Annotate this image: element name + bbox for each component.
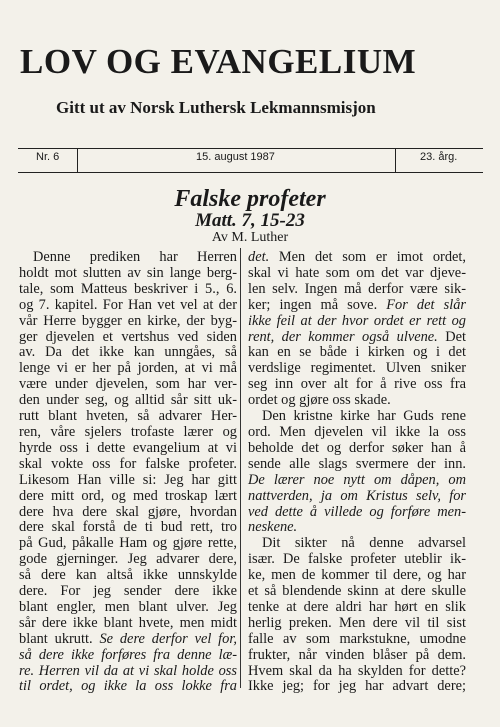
text-line: tale, som Matteus beskriver i 5., 6.	[19, 280, 237, 297]
text-line: være under djevelen, som har ver-	[19, 376, 237, 393]
text-line: verdslige regimentet. Ulven sniker	[248, 360, 466, 377]
article-reference: Matt. 7, 15-23	[195, 210, 305, 231]
text-line: ker; ingen må sove. For det slår	[248, 296, 466, 313]
text-line: len selv. Ingen må derfor være sik-	[248, 280, 466, 297]
text-line: falle av som markstukne, umodne	[248, 630, 466, 647]
text-line: De lærer noe nytt om dåpen, om	[248, 471, 466, 488]
article-title: Falske profeter	[174, 186, 326, 212]
issue-divider-left	[77, 148, 78, 172]
text-line: holdt mot slutten av sin lange berg-	[19, 264, 237, 281]
text-line: sår dere ikke blant hvete, men midt	[19, 614, 237, 631]
text-line: rent, der kommer også ulvene. Det	[248, 328, 466, 345]
text-line: Hvem skal da ha skylden for dette?	[248, 662, 466, 679]
text-line: vår Herre bygger en kirke, der byg-	[19, 312, 237, 329]
right-column	[248, 250, 466, 695]
text-line: på Gud, påkalle Ham og gjøre rette,	[19, 535, 237, 552]
text-line: Den kristne kirke har Guds rene	[262, 408, 466, 425]
text-line: Likesom Han ville si: Jeg har gitt	[19, 471, 237, 488]
text-line: til ordet, og ikke la oss lokke fra	[19, 678, 237, 695]
issue-volume: 23. årg.	[420, 151, 458, 163]
text-line: seg inn over alt for å rive oss fra	[248, 376, 466, 393]
text-line: nattverden, ja om Kristus selv, for	[248, 487, 466, 504]
text-line: ikke feil at der hvor ordet er rett og	[248, 312, 466, 329]
left-column	[19, 250, 237, 695]
issue-rule-top	[18, 148, 483, 149]
text-line: tenke at dere aldri har hørt en slik	[248, 598, 466, 615]
text-line: blant engler, men blant ulver. Jeg	[19, 598, 237, 615]
text-line: skal vi hate som om det var djeve-	[248, 264, 466, 281]
text-line: av. Da det ikke kan unngåes, så	[19, 344, 237, 361]
text-line: dere. For jeg sender dere ikke	[19, 583, 237, 600]
issue-rule-bottom	[18, 172, 483, 173]
text-line: hyrde oss i dette evangelium at vi	[19, 439, 237, 456]
text-line: skal vokte oss for falske profeter.	[19, 455, 237, 472]
text-line: ved dette å villede og forføre men-	[248, 503, 466, 520]
article-author: Av M. Luther	[211, 230, 289, 245]
text-line: så dere kan altså ikke unnskylde	[19, 567, 237, 584]
text-line: herlig preken. Men dere vil til sist	[248, 614, 466, 631]
text-line: ordet og gjøre oss skade.	[248, 392, 391, 409]
text-line: sende alle slags svermere der inn.	[248, 455, 466, 472]
text-line: Ikke jeg; for jeg har advart dere;	[248, 678, 466, 695]
text-line: lenge vi er her på jorden, at vi må	[19, 360, 237, 377]
masthead-subtitle: Gitt ut av Norsk Luthersk Lekmannsmisjon	[56, 98, 376, 117]
text-line: beholde det og derfor søker han å	[248, 439, 466, 456]
text-line: frukter, når vinden blåser på dem.	[248, 646, 466, 663]
text-line: Dit sikter nå denne advarsel	[262, 535, 466, 552]
text-line: neskene.	[248, 519, 298, 536]
text-line: især. De falske profeter uteblir ik-	[248, 551, 466, 568]
column-divider	[240, 248, 241, 688]
text-line: blant ukrutt. Se dere derfor vel for,	[19, 630, 237, 647]
text-line: ren, våre sjelers trofaste lærer og	[19, 423, 237, 440]
text-line: dere mitt ord, og med troskap lært	[19, 487, 237, 504]
text-line: ger djevelen et vertshus ved siden	[19, 328, 237, 345]
text-line: ke, men de kommer til dere, og har	[248, 567, 466, 584]
issue-number: Nr. 6	[36, 151, 60, 163]
text-line: kan en se både i kirken og i det	[248, 344, 466, 361]
text-line: re. Herren vil da at vi skal holde oss	[19, 662, 237, 679]
text-line: gode gjerninger. Jeg advarer dere,	[19, 551, 237, 568]
text-line: dere skal forstå de ti bud rett, tro	[19, 519, 237, 536]
issue-date: 15. august 1987	[196, 151, 275, 163]
masthead-title: LOV OG EVANGELIUM	[20, 42, 417, 81]
text-line: og 7. kapitel. For Han vet vel at der	[19, 296, 237, 313]
issue-divider-right	[395, 148, 396, 172]
text-line: det. Men det som er imot ordet,	[248, 249, 466, 265]
text-line: rutt blant hveten, så advarer Her-	[19, 408, 237, 425]
text-line: dere hva dere skal gjøre, hvordan	[19, 503, 237, 520]
text-line: Denne prediken har Herren	[33, 249, 237, 265]
text-line: den under seg, og alltid sår sitt uk-	[19, 392, 237, 409]
text-line: så dere ikke forføres fra denne læ-	[19, 646, 237, 663]
text-line: ord. Men djevelen vil ikke la oss	[248, 423, 466, 440]
text-line: et så blendende skinn at dere skulle	[248, 583, 466, 600]
